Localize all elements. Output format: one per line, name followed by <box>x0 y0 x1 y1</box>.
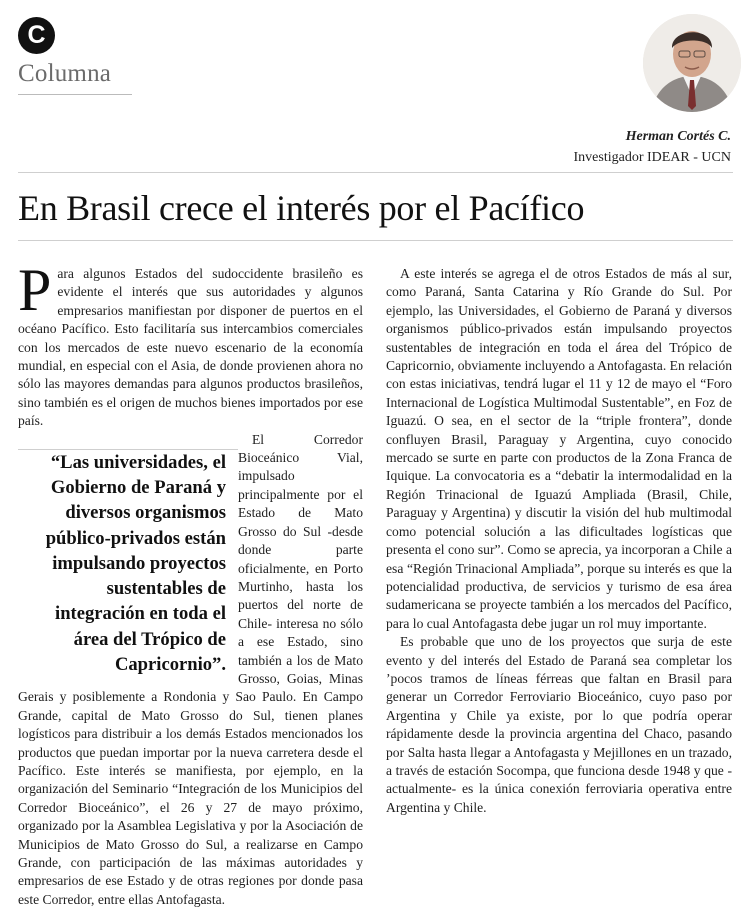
author-portrait <box>643 14 741 112</box>
paragraph-4: Es probable que uno de los proyectos que surja de este evento y del interés del Estado de Paraná sea completar los ’pocos tramos de líneas férreas que faltan en Brasil para generar un Corredor Ferroviario Bioceánico, cuyo paso por Argentina y Chile ya existe, por lo que podría operar rápidamente desde la provincia argentina del Chaco, pasando por Salta hasta llegar a Antofagasta y Mejillones en un trazado, a través de estación Socompa, que funciona desde 1948 y que -actualmente- es la única conexión ferroviaria operativa entre Argentina y Chile. <box>386 634 732 815</box>
paragraph-3: A este interés se agrega el de otros Estados de más al sur, como Paraná, Santa Catarina y Río Grande do Sul. Por ejemplo, las Universidades, el Gobierno de Paraná y diversos organismos público-privados están impulsando proyectos sustentables de integración en toda el área del Trópico de Capricornio, obviamente incluyendo a Antofagasta. En relación con estas iniciativas, tendrá lugar el 11 y 12 de mayo el “Foro Internacional de Logística Multimodal Sustentable”, en Foz de Iguazú. O sea, en el sector de la “triple frontera”, donde confluyen Brasil, Paraguay y Argentina, cuyo conocido mercado se surte en parte con productos de la Zona Franca de Iquique. La convocatoria es a “debatir la intermodalidad en la Región Trinacional de Iguazú Ampliada (Brasil, Chile, Paraguay y Argentina) y discutir la visión del hub multimodal como potencial solución a las dificultades logísticas que presenta el cono sur”. Como se aprecia, ya incorporan a Chile a esa “Región Trinacional Ampliada”, porque su interés es que la potencialidad productiva, de servicios y turismo de esa área sudamericana se proyecte también a los mercados del Pacífico, para lo cual Antofagasta debe jugar un rol muy importante. <box>386 266 732 631</box>
pull-quote <box>18 445 226 678</box>
divider-top <box>18 172 733 173</box>
author-role: Investigador IDEAR - UCN <box>573 150 731 165</box>
drop-cap: P <box>18 257 52 323</box>
article-title: En Brasil crece el interés por el Pacífico <box>18 188 585 228</box>
paragraph-1: ara algunos Estados del sudoccidente brasileño es evidente el interés que sus autoridades y algunos empresarios manifiestan por disponer de puertos en el océano Pacífico. Esto facilitaría sus intercambios comerciales con los mercados de este nuevo escenario de la economía mundial, en especial con el Asia, de donde provienen ahora no sólo las mayores demandas para algunos productos brasileños, sino también es el origen de muchos bienes importados por ese país. <box>18 266 363 429</box>
author-byline <box>574 126 731 168</box>
pull-quote-text: “Las universidades, el Gobierno de Paraná y diversos organismos público-privados están impulsando proyectos sustentables de integración en toda el área del Trópico de Capricornio”. <box>45 451 226 676</box>
portrait-image <box>643 14 741 112</box>
paragraph-2: El Corredor Bioceánico Vial, impulsado principalmente por el Estado de Mato Grosso do Sul -desde donde parte oficialmente, en Porto Murtinho, hasta los puertos del norte de Chile- interesa no sólo a ese Estado, sino también a los de Mato Grosso, Goias, Minas Gerais y posiblemente a Rondonia y Sao Paulo. En Campo Grande, capital de Mato Grosso do Sul, tienen planes logísticos para distribuir a los demás Estados mencionados los productos que puedan importar por la nueva carretera desde el Pacífico. Este interés se manifiesta, por ejemplo, en la organización del Seminario “Integración de los Municipios del Corredor Bioceánico”, el 26 y 27 de mayo próximo, organizado por la Asamblea Legislativa y por la Asociación de Municipios de Mato Grosso do Sul, a realizarse en Campo Grande, con participación de las máximas autoridades y empresarios de ese Estado y de otras regiones por donde pasa este Corredor, entre ellas Antofagasta. <box>18 431 363 907</box>
section-underline <box>18 94 132 95</box>
article-column-1 <box>18 257 363 909</box>
section-label: Columna <box>18 60 112 87</box>
divider-title <box>18 240 733 241</box>
author-name: Herman Cortés C. <box>625 129 731 144</box>
column-badge: C <box>18 17 55 54</box>
article-column-2 <box>386 265 732 817</box>
